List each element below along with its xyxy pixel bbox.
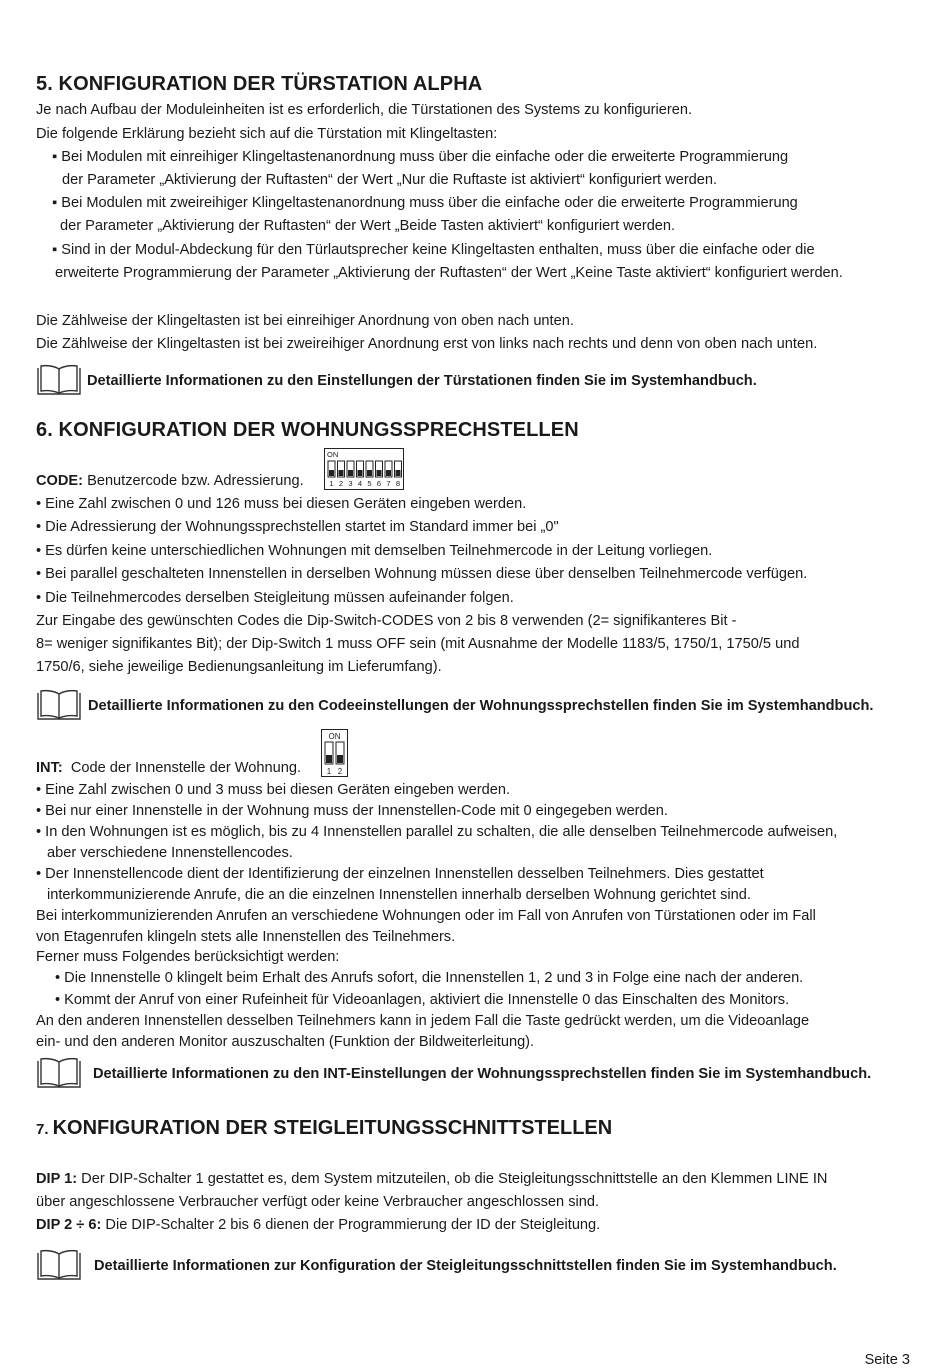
paragraph: Ferner muss Folgendes berücksichtigt werden: — [36, 949, 340, 965]
section-5-heading: 5. KONFIGURATION DER TÜRSTATION ALPHA — [36, 73, 483, 95]
svg-text:2: 2 — [337, 767, 343, 776]
svg-text:7: 7 — [386, 479, 391, 488]
dip-on-label: ON — [327, 450, 339, 459]
svg-text:6: 6 — [376, 479, 382, 488]
code-line — [36, 471, 304, 492]
int-line — [36, 758, 301, 779]
list-item: • Bei nur einer Innenstelle in der Wohnung muss der Innenstellen-Code mit 0 eingegeben werden. — [36, 803, 668, 819]
manual-note: Detaillierte Informationen zur Konfiguration der Steigleitungsschnittstellen finden Sie im Systemhandbuch. — [94, 1258, 837, 1274]
code-text: Benutzercode bzw. Adressierung. — [87, 473, 304, 489]
dip-switch-2 — [321, 729, 348, 777]
list-item-cont: interkommunizierende Anrufe, die an die einzelnen Innenstellen innerhalb derselben Wohnung gerichtet sind. — [47, 887, 751, 903]
list-item: • Der Innenstellencode dient der Identifizierung der einzelnen Innenstellen desselben Teilnehmers. Dies gestattet — [36, 866, 764, 882]
list-item-cont: aber verschiedene Innenstellencodes. — [47, 845, 293, 861]
list-item-cont: der Parameter „Aktivierung der Ruftasten“ der Wert „Nur die Ruftaste ist aktiviert“ konfiguriert werden. — [62, 172, 718, 188]
list-item: ▪ Bei Modulen mit zweireihiger Klingeltastenanordnung muss über die einfache oder die erweiterte Programmierung — [52, 195, 798, 211]
svg-text:3: 3 — [348, 479, 353, 488]
book-icon — [36, 689, 82, 721]
section-7-number: 7. — [36, 1121, 49, 1138]
section-7-title: KONFIGURATION DER STEIGLEITUNGSSCHNITTSTELLEN — [52, 1117, 613, 1139]
paragraph: Die Zählweise der Klingeltasten ist bei zweireihiger Anordnung erst von links nach rechts und denn von oben nach unten. — [36, 336, 818, 352]
dip-switch-8 — [324, 448, 404, 490]
int-label: INT: — [36, 760, 63, 776]
dip1-text: Der DIP-Schalter 1 gestattet es, dem System mitzuteilen, ob die Steigleitungsschnittstelle an den Klemmen LINE IN — [81, 1171, 828, 1187]
paragraph: Bei interkommunizierenden Anrufen an verschiedene Wohnungen oder im Fall von Anrufen von Türstationen oder im Fall — [36, 908, 816, 924]
svg-text:5: 5 — [367, 479, 372, 488]
list-item: • Die Innenstelle 0 klingelt beim Erhalt des Anrufs sofort, die Innenstellen 1, 2 und 3 in Folge eine nach der anderen. — [55, 970, 804, 986]
svg-text:8: 8 — [395, 479, 401, 488]
list-item: • Kommt der Anruf von einer Rufeinheit für Videoanlagen, aktiviert die Innenstelle 0 das Einschalten des Monitors. — [55, 992, 790, 1008]
paragraph: ein- und den anderen Monitor auszuschalten (Funktion der Bildweiterleitung). — [36, 1034, 535, 1050]
book-icon — [36, 1057, 82, 1089]
list-item: • In den Wohnungen ist es möglich, bis zu 4 Innenstellen parallel zu schalten, die alle denselben Teilnehmercode aufweisen, — [36, 824, 838, 840]
paragraph: Je nach Aufbau der Moduleinheiten ist es erforderlich, die Türstationen des Systems zu konfigurieren. — [36, 102, 693, 118]
book-icon — [36, 364, 82, 396]
page-number: Seite 3 — [864, 1352, 910, 1368]
dip1-label: DIP 1: — [36, 1171, 78, 1187]
dip1-line — [36, 1169, 827, 1190]
list-item: • Eine Zahl zwischen 0 und 126 muss bei diesen Geräten eingeben werden. — [36, 496, 527, 512]
code-label: CODE: — [36, 473, 84, 489]
dip26-text: Die DIP-Schalter 2 bis 6 dienen der Programmierung der ID der Steigleitung. — [105, 1217, 601, 1233]
int-text: Code der Innenstelle der Wohnung. — [70, 760, 302, 776]
dip-on-label: ON — [328, 732, 341, 741]
list-item: ▪ Sind in der Modul-Abdeckung für den Türlautsprecher keine Klingeltasten enthalten, muss über die einfache oder die — [52, 242, 815, 258]
list-item-cont: erweiterte Programmierung der Parameter „Aktivierung der Ruftasten“ der Wert „Keine Taste aktiviert“ konfiguriert werden. — [55, 265, 843, 281]
list-item: • Eine Zahl zwischen 0 und 3 muss bei diesen Geräten eingeben werden. — [36, 782, 511, 798]
svg-text:1: 1 — [329, 479, 334, 488]
list-item: • Die Teilnehmercodes derselben Steigleitung müssen aufeinander folgen. — [36, 590, 514, 606]
paragraph: über angeschlossene Verbraucher verfügt oder keine Verbraucher angeschlossen sind. — [36, 1194, 600, 1210]
svg-text:4: 4 — [357, 479, 363, 488]
dip26-label: DIP 2 ÷ 6: — [36, 1217, 102, 1233]
paragraph: An den anderen Innenstellen desselben Teilnehmers kann in jedem Fall die Taste gedrückt werden, um die Videoanlage — [36, 1013, 810, 1029]
book-icon — [36, 1249, 82, 1281]
paragraph: von Etagenrufen klingeln stets alle Innenstellen des Teilnehmers. — [36, 929, 456, 945]
svg-text:2: 2 — [338, 479, 344, 488]
dip26-line — [36, 1215, 600, 1236]
manual-note: Detaillierte Informationen zu den INT-Einstellungen der Wohnungssprechstellen finden Sie im Systemhandbuch. — [93, 1066, 872, 1082]
list-item: • Bei parallel geschalteten Innenstellen in derselben Wohnung müssen diese über denselben Teilnehmercode verfügen. — [36, 566, 808, 582]
section-6-heading: 6. KONFIGURATION DER WOHNUNGSSPRECHSTELLEN — [36, 419, 579, 441]
paragraph: Die folgende Erklärung bezieht sich auf die Türstation mit Klingeltasten: — [36, 126, 498, 142]
list-item: ▪ Bei Modulen mit einreihiger Klingeltastenanordnung muss über die einfache oder die erweiterte Programmierung — [52, 149, 789, 165]
list-item: • Die Adressierung der Wohnungssprechstellen startet im Standard immer bei „0" — [36, 519, 559, 535]
manual-note: Detaillierte Informationen zu den Codeeinstellungen der Wohnungssprechstellen finden Sie im Systemhandbuch. — [88, 698, 874, 714]
paragraph: 1750/6, siehe jeweilige Bedienungsanleitung im Lieferumfang). — [36, 659, 442, 675]
paragraph: Die Zählweise der Klingeltasten ist bei einreihiger Anordnung von oben nach unten. — [36, 313, 574, 329]
manual-note: Detaillierte Informationen zu den Einstellungen der Türstationen finden Sie im Systemhandbuch. — [87, 373, 757, 389]
list-item-cont: der Parameter „Aktivierung der Ruftasten“ der Wert „Beide Tasten aktiviert“ konfiguriert werden. — [60, 218, 676, 234]
list-item: • Es dürfen keine unterschiedlichen Wohnungen mit demselben Teilnehmercode in der Leitung vorliegen. — [36, 543, 713, 559]
section-7-heading — [36, 1118, 612, 1141]
paragraph: Zur Eingabe des gewünschten Codes die Dip-Switch-CODES von 2 bis 8 verwenden (2= signifikanteres Bit - — [36, 613, 737, 629]
svg-text:1: 1 — [326, 767, 332, 776]
paragraph: 8= weniger signifikantes Bit); der Dip-Switch 1 muss OFF sein (mit Ausnahme der Modelle 1183/5, 1750/1, 1750/5 und — [36, 636, 800, 652]
